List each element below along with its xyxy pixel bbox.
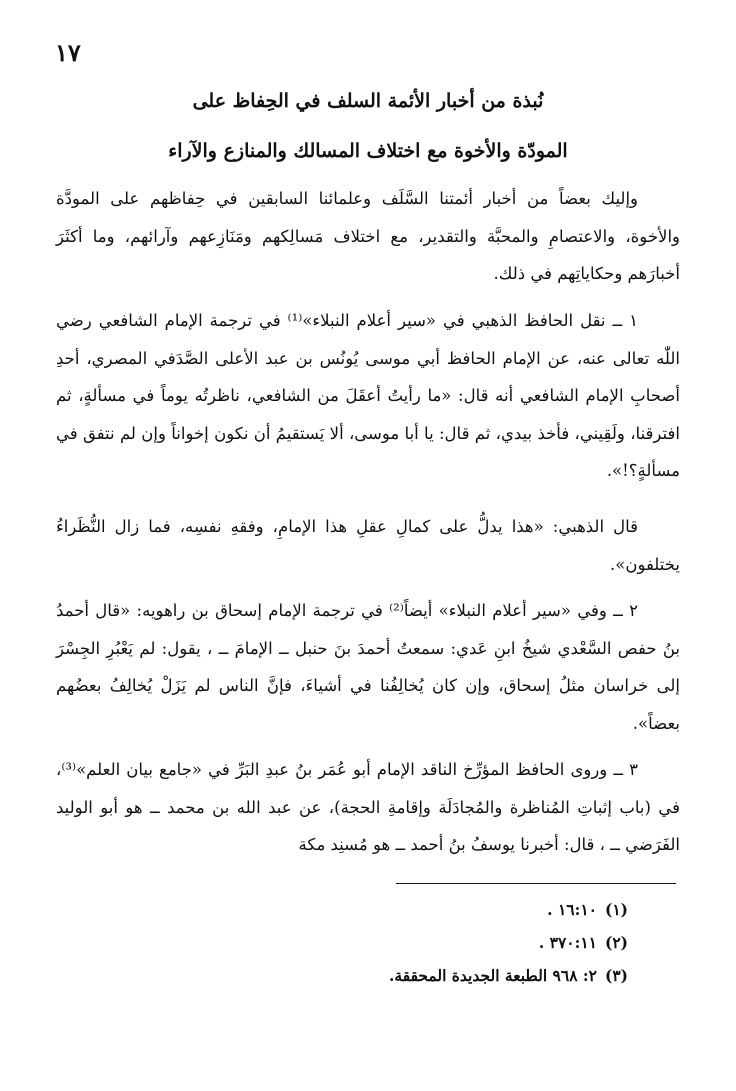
paragraph-3-ibn-abd-al-barr: ٣ ــ وروى الحافظ المؤرِّخ الناقد الإمام أبو عُمَر بنُ عبدِ البَرِّ في «جامع بيان العلم»⁽³⁾، في (باب إثباتِ المُناظرة والمُجادَلَة وإقامةِ الحجة)، عن عبد الله بن محمد ــ هو أبو الوليد الفَرَضي ــ ، قال: أخبرنا يوسفُ بنُ أحمد ــ هو مُسنِد مكة	[56, 760, 680, 854]
section-title-line-2: المودّة والأخوة مع اختلاف المسالك والمنازع والآراء	[168, 140, 568, 162]
footnote-item	[128, 959, 628, 992]
footnote-text: ٢: ٩٦٨ الطبعة الجديدة المحققة.	[389, 966, 597, 985]
footnote-item	[128, 926, 628, 959]
footnotes-list	[128, 893, 628, 992]
footnote-marker: (٣)	[604, 966, 628, 985]
footnote-item	[128, 893, 628, 926]
footnote-text: ٣٧٠:١١ .	[538, 933, 597, 952]
footnote-text: ١٦:١٠ .	[547, 900, 597, 919]
footnote-marker: (٢)	[604, 933, 628, 952]
section-title-line-1: نُبذة من أخبار الأئمة السلف في الحِفاظ على	[192, 90, 544, 112]
paragraph-1-shafii: ١ ــ نقل الحافظ الذهبي في «سير أعلام النبلاء»⁽¹⁾ في ترجمة الإمام الشافعي رضي اللّٰه تعالى عنه، عن الإمام الحافظ أبي موسى يُونُس بن عبد الأعلى الصَّدَفي المصري، أحدِ أصحابِ الإمام الشافعي أنه قال: «ما رأيتُ أعقَلَ من الشافعي، ناظرتُه يوماً في مسألةٍ، ثم افترقنا، ولَقِيني، فأخذ بيدي، ثم قال: يا أبا موسى، ألا يَستقيمُ أن نكون إخواناً وإن لم نتفق في مسألةٍ؟!».	[56, 311, 680, 480]
intro-paragraph: وإليك بعضاً من أخبار أئمتنا السَّلَف وعلمائنا السابقين في حِفاظهم على المودَّة والأخوة، والاعتصامِ والمحبَّة والتقدير، مع اختلاف مَسالِكهم ومَنَازِعهم وآرائهم، وما أكثَرَ أخبارَهم وحكاياتِهم في ذلك.	[56, 189, 680, 283]
paragraph-dhahabi-comment: قال الذهبي: «هذا يدلُّ على كمالِ عقلِ هذا الإمامِ، وفقهِ نفسِه، فما زال النُّظَراءُ يختلفون».	[56, 517, 680, 574]
paragraph-2-ishaq: ٢ ــ وفي «سير أعلام النبلاء» أيضاً⁽²⁾ في ترجمة الإمام إسحاق بن راهويه: «قال أحمدُ بنُ حفص السَّعْدي شيخُ ابنِ عَدي: سمعتُ أحمدَ بنَ حنبل ــ الإمامَ ــ ، يقول: لم يَعْبُرِ الجِسْرَ إلى خراسان مثلُ إسحاق، وإن كان يُخالِفُنا في أشياءَ، فإنَّ الناس لم يَزَلْ يُخالِفُ بعضُهم بعضاً».	[56, 601, 680, 733]
footnote-marker: (١)	[604, 900, 628, 919]
page-number: ١٧	[55, 38, 81, 67]
footnote-divider	[396, 883, 676, 884]
